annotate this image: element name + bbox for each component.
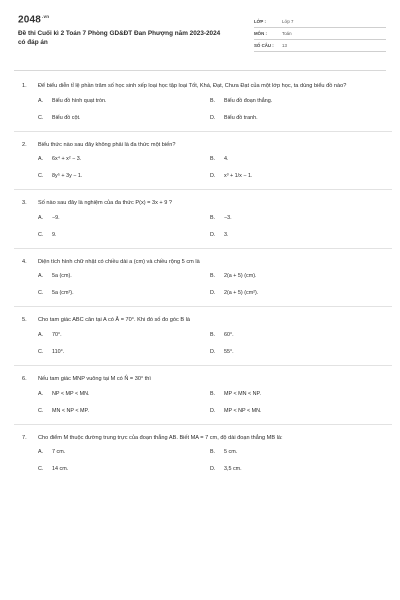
question-text: Diện tích hình chữ nhật có chiều dài a (cm) và chiều rộng 5 cm là bbox=[38, 258, 200, 265]
question-divider bbox=[14, 306, 392, 307]
question-list bbox=[22, 82, 384, 473]
option-letter: C. bbox=[38, 466, 44, 473]
option-letter: C. bbox=[38, 173, 44, 180]
question-stem bbox=[22, 434, 384, 443]
answer-options bbox=[38, 449, 384, 473]
option-letter: B. bbox=[210, 449, 216, 456]
option-b[interactable] bbox=[210, 215, 382, 222]
option-letter: D. bbox=[210, 290, 216, 297]
question-number: 2. bbox=[22, 141, 27, 148]
option-text: NP < MP < MN. bbox=[52, 390, 90, 397]
option-b[interactable] bbox=[210, 273, 382, 280]
meta-label: SỐ CÂU : bbox=[254, 43, 274, 48]
question-stem bbox=[22, 82, 384, 91]
option-letter: C. bbox=[38, 407, 44, 414]
question-number: 6. bbox=[22, 375, 27, 382]
option-text: MP < MN < NP. bbox=[224, 390, 261, 397]
option-letter: A. bbox=[38, 156, 44, 163]
option-letter: A. bbox=[38, 331, 44, 338]
option-letter: C. bbox=[38, 231, 44, 238]
answer-options bbox=[38, 215, 384, 239]
option-text: 2(a + 5) (cm). bbox=[224, 273, 257, 280]
question-stem bbox=[22, 258, 384, 267]
question-stem bbox=[22, 199, 384, 208]
option-b[interactable] bbox=[210, 98, 382, 105]
option-b[interactable] bbox=[210, 391, 382, 398]
option-letter: B. bbox=[210, 156, 216, 163]
question-7 bbox=[22, 434, 384, 474]
question-divider bbox=[14, 424, 392, 425]
option-d[interactable] bbox=[210, 466, 382, 473]
option-text: MN < NP < MP. bbox=[52, 407, 89, 414]
question-text: Nếu tam giác MNP vuông tại M có N̂ = 30° thì bbox=[38, 375, 151, 382]
meta-value: Lớp 7 bbox=[282, 19, 294, 24]
option-letter: B. bbox=[210, 214, 216, 221]
option-text: 6x⁴ + x² − 3. bbox=[52, 156, 82, 163]
question-4 bbox=[22, 258, 384, 298]
option-letter: C. bbox=[38, 348, 44, 355]
option-d[interactable] bbox=[210, 290, 382, 297]
option-letter: A. bbox=[38, 390, 44, 397]
option-letter: A. bbox=[38, 214, 44, 221]
option-text: Biểu đồ hình quạt tròn. bbox=[52, 97, 107, 104]
meta-row-class bbox=[254, 16, 386, 28]
meta-value: Toán bbox=[282, 31, 292, 36]
option-letter: B. bbox=[210, 273, 216, 280]
header-divider bbox=[14, 70, 386, 71]
option-a[interactable] bbox=[38, 449, 210, 456]
option-text: Biểu đồ tranh. bbox=[224, 114, 258, 121]
option-letter: A. bbox=[38, 97, 44, 104]
option-letter: D. bbox=[210, 466, 216, 473]
question-text: Biểu thức nào sau đây không phải là đa thức một biến? bbox=[38, 141, 176, 148]
question-number: 4. bbox=[22, 258, 27, 265]
option-text: MP < NP < MN. bbox=[224, 407, 262, 414]
option-c[interactable] bbox=[38, 408, 210, 415]
option-text: x³ + 1/x − 1. bbox=[224, 173, 253, 180]
option-text: Biểu đồ cột. bbox=[52, 114, 81, 121]
option-d[interactable] bbox=[210, 173, 382, 180]
question-text: Cho điểm M thuộc đường trung trực của đoạn thẳng AB. Biết MA = 7 cm, độ dài đoạn thẳng MB là: bbox=[38, 434, 283, 441]
option-text: 3. bbox=[224, 231, 229, 238]
option-letter: B. bbox=[210, 331, 216, 338]
option-text: −3. bbox=[224, 214, 232, 221]
option-text: 5 cm. bbox=[224, 449, 238, 456]
option-text: 3,5 cm. bbox=[224, 466, 242, 473]
question-stem bbox=[22, 316, 384, 325]
question-text: Cho tam giác ABC cân tại A có Â = 70°. Khi đó số đo góc B là bbox=[38, 317, 190, 324]
site-logo[interactable] bbox=[18, 14, 49, 25]
option-c[interactable] bbox=[38, 349, 210, 356]
logo-suffix: .vn bbox=[42, 14, 50, 19]
answer-options bbox=[38, 273, 384, 297]
option-d[interactable] bbox=[210, 408, 382, 415]
answer-options bbox=[38, 98, 384, 122]
question-text: Để biểu diễn tỉ lệ phần trăm số học sinh xếp loại học tập loại Tốt, Khá, Đạt, Chưa Đạt của một lớp học, ta dùng biểu đồ nào? bbox=[38, 83, 347, 89]
option-text: 7 cm. bbox=[52, 449, 66, 456]
answer-options bbox=[38, 156, 384, 180]
option-text: 8y⁵ + 3y − 1. bbox=[52, 173, 83, 180]
option-text: 5a (cm²). bbox=[52, 290, 74, 297]
option-text: Biểu đồ đoạn thẳng. bbox=[224, 97, 273, 104]
option-text: 60°. bbox=[224, 331, 234, 338]
document-header bbox=[18, 14, 386, 62]
option-text: 110°. bbox=[52, 348, 65, 355]
meta-row-count bbox=[254, 40, 386, 52]
option-a[interactable] bbox=[38, 98, 210, 105]
option-letter: D. bbox=[210, 348, 216, 355]
option-b[interactable] bbox=[210, 156, 382, 163]
option-text: 55°. bbox=[224, 348, 234, 355]
option-b[interactable] bbox=[210, 332, 382, 339]
question-divider bbox=[14, 131, 392, 132]
meta-label: LỚP : bbox=[254, 19, 266, 24]
option-c[interactable] bbox=[38, 290, 210, 297]
option-b[interactable] bbox=[210, 449, 382, 456]
question-divider bbox=[14, 189, 392, 190]
option-text: −9. bbox=[52, 214, 60, 221]
question-stem bbox=[22, 375, 384, 384]
option-letter: C. bbox=[38, 114, 44, 121]
question-number: 7. bbox=[22, 434, 27, 441]
option-letter: A. bbox=[38, 449, 44, 456]
answer-options bbox=[38, 391, 384, 415]
option-c[interactable] bbox=[38, 173, 210, 180]
option-c[interactable] bbox=[38, 466, 210, 473]
option-letter: B. bbox=[210, 390, 216, 397]
option-c[interactable] bbox=[38, 115, 210, 122]
option-letter: A. bbox=[38, 273, 44, 280]
question-5 bbox=[22, 316, 384, 356]
option-letter: D. bbox=[210, 407, 216, 414]
answer-options bbox=[38, 332, 384, 356]
question-6 bbox=[22, 375, 384, 415]
option-d[interactable] bbox=[210, 115, 382, 122]
meta-value: 13 bbox=[282, 43, 287, 48]
option-a[interactable] bbox=[38, 332, 210, 339]
question-text: Số nào sau đây là nghiệm của đa thức P(x) = 3x + 9 ? bbox=[38, 200, 173, 207]
exam-meta bbox=[254, 16, 386, 52]
option-text: 9. bbox=[52, 231, 57, 238]
meta-label: MÔN : bbox=[254, 31, 267, 36]
option-letter: D. bbox=[210, 231, 216, 238]
option-letter: B. bbox=[210, 97, 216, 104]
option-letter: C. bbox=[38, 290, 44, 297]
question-number: 3. bbox=[22, 200, 27, 207]
option-text: 2(a + 5) (cm²). bbox=[224, 290, 259, 297]
question-number: 5. bbox=[22, 317, 27, 324]
logo-text: 2048 bbox=[18, 14, 42, 26]
option-letter: D. bbox=[210, 173, 216, 180]
option-d[interactable] bbox=[210, 349, 382, 356]
question-stem bbox=[22, 141, 384, 150]
option-a[interactable] bbox=[38, 391, 210, 398]
option-d[interactable] bbox=[210, 232, 382, 239]
meta-row-subject bbox=[254, 28, 386, 40]
option-text: 70°. bbox=[52, 331, 62, 338]
option-a[interactable] bbox=[38, 273, 210, 280]
question-number: 1. bbox=[22, 83, 27, 89]
option-text: 14 cm. bbox=[52, 466, 69, 473]
option-a[interactable] bbox=[38, 156, 210, 163]
option-text: 4. bbox=[224, 156, 229, 163]
option-a[interactable] bbox=[38, 215, 210, 222]
question-1 bbox=[22, 82, 384, 122]
question-2 bbox=[22, 141, 384, 181]
question-3 bbox=[22, 199, 384, 239]
question-divider bbox=[14, 248, 392, 249]
option-text: 5a (cm). bbox=[52, 273, 72, 280]
question-divider bbox=[14, 365, 392, 366]
option-c[interactable] bbox=[38, 232, 210, 239]
exam-title: Đề thi Cuối kì 2 Toán 7 Phòng GD&ĐT Đan Phượng năm 2023-2024 có đáp án bbox=[18, 30, 221, 46]
option-letter: D. bbox=[210, 114, 216, 121]
